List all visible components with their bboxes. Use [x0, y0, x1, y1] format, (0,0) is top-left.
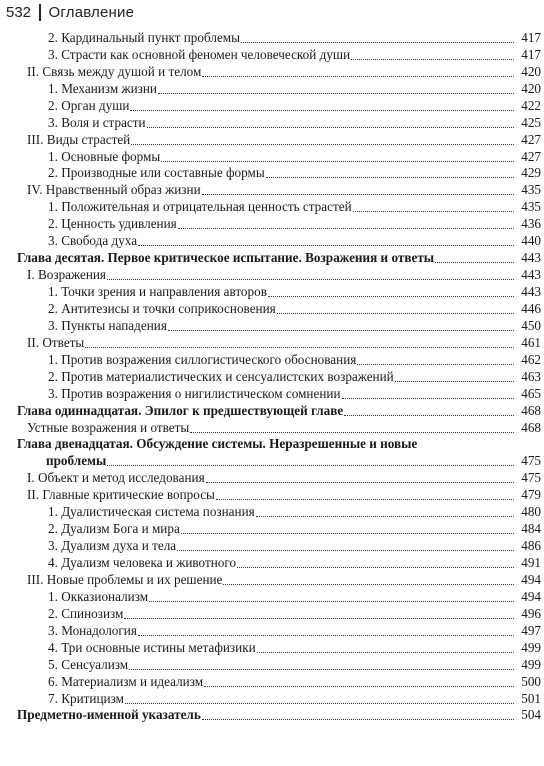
toc-entry-title: 2. Антитезисы и точки соприкосновения	[48, 300, 276, 316]
toc-entry-title: II. Ответы	[27, 334, 85, 350]
toc-entry-title: 3. Воля и страсти	[48, 114, 146, 130]
toc-entry	[0, 656, 544, 673]
dot-leader	[204, 686, 514, 687]
running-header	[6, 0, 134, 24]
toc-entry-title: II. Главные критические вопросы	[27, 487, 215, 503]
dot-leader	[124, 618, 514, 619]
toc-entry-page: 491	[521, 555, 541, 570]
toc-entry-page: 450	[521, 317, 541, 333]
toc-entry-title: 2. Кардинальный пункт проблемы	[48, 29, 241, 45]
dot-leader	[190, 432, 514, 433]
toc-entry-page: 462	[521, 351, 541, 367]
dot-leader	[257, 652, 514, 653]
toc-entry-title: 2. Производные или составные формы	[48, 165, 265, 181]
toc-entry-title: 3. Пункты нападения	[48, 317, 167, 333]
toc-entry-page: 429	[521, 165, 541, 181]
toc-entry	[0, 673, 544, 690]
dot-leader	[353, 211, 514, 212]
toc-entry	[0, 503, 544, 520]
toc-entry-title: 3. Против возражения о нигилистическом сомнении	[48, 385, 341, 401]
toc-entry-page: 499	[521, 639, 541, 655]
dot-leader	[149, 601, 514, 602]
toc-entry-page: 500	[521, 673, 541, 689]
toc-entry-title: 4. Три основные истины метафизики	[48, 639, 256, 655]
dot-leader	[266, 177, 514, 178]
dot-leader	[158, 93, 514, 94]
toc-entry-page: 475	[521, 470, 541, 486]
dot-leader	[125, 703, 514, 704]
dot-leader	[138, 245, 514, 246]
toc-entry-title: проблемы	[46, 453, 107, 469]
toc-entry-page: 427	[521, 148, 541, 164]
toc-entry-title: 6. Материализм и идеализм	[48, 673, 204, 689]
dot-leader	[216, 499, 514, 500]
toc-entry-page: 417	[521, 29, 541, 45]
toc-entry-title: 3. Страсти как основной феномен человеческой души	[48, 46, 351, 62]
toc-entry-title: 3. Дуализм духа и тела	[48, 538, 177, 554]
toc-entry-title: 1. Положительная и отрицательная ценность страстей	[48, 199, 352, 215]
dot-leader	[178, 228, 514, 229]
toc-entry	[0, 317, 544, 334]
toc-entry-page: 499	[521, 656, 541, 672]
toc-entry-title: Предметно-именной указатель	[17, 707, 201, 723]
toc-entry	[0, 283, 544, 300]
toc-entry	[0, 690, 544, 707]
dot-leader	[129, 669, 514, 670]
toc-entry	[0, 63, 544, 80]
toc-entry-title: 3. Монадология	[48, 622, 137, 638]
header-divider	[39, 4, 41, 21]
toc-entry-title: 5. Сенсуализм	[48, 656, 129, 672]
toc-entry-page: 496	[521, 605, 541, 621]
toc-entry	[0, 351, 544, 368]
toc-entry	[0, 266, 544, 283]
toc-entry-title: II. Связь между душой и телом	[27, 63, 202, 79]
toc-entry-page: 468	[521, 419, 541, 435]
toc-entry	[0, 419, 544, 436]
toc-entry-title: 7. Критицизм	[48, 690, 124, 706]
toc-entry	[0, 97, 544, 114]
toc-entry-title: Глава одиннадцатая. Эпилог к предшествующей главе	[17, 402, 344, 418]
toc-entry	[0, 537, 544, 554]
toc-entry	[0, 29, 544, 46]
dot-leader	[202, 76, 514, 77]
toc-entry	[0, 131, 544, 148]
dot-leader	[131, 144, 514, 145]
toc-entry-page: 501	[521, 690, 541, 706]
dot-leader	[177, 550, 514, 551]
dot-leader	[107, 279, 514, 280]
toc-entry	[0, 148, 544, 165]
toc-entry	[0, 165, 544, 182]
toc-entry	[0, 300, 544, 317]
toc-entry	[0, 571, 544, 588]
toc-entry-page: 443	[521, 250, 541, 266]
toc-entry-title: 1. Дуалистическая система познания	[48, 504, 255, 520]
dot-leader	[181, 533, 514, 534]
toc-entry	[0, 605, 544, 622]
dot-leader	[168, 330, 514, 331]
dot-leader	[342, 398, 514, 399]
toc-entry-title: Глава десятая. Первое критическое испытание. Возражения и ответы	[17, 250, 435, 266]
toc-entry-title: I. Возражения	[27, 267, 107, 283]
toc-entry	[0, 469, 544, 486]
toc-entry-page: 461	[521, 334, 541, 350]
table-of-contents	[0, 29, 544, 723]
toc-entry	[0, 46, 544, 63]
toc-entry	[0, 436, 544, 453]
toc-entry-title: 2. Орган души	[48, 97, 130, 113]
dot-leader	[85, 347, 514, 348]
toc-entry	[0, 368, 544, 385]
toc-entry-page: 425	[521, 114, 541, 130]
toc-entry	[0, 554, 544, 571]
toc-entry-page: 497	[521, 622, 541, 638]
toc-entry-title: 1. Механизм жизни	[48, 80, 157, 96]
toc-entry	[0, 249, 544, 266]
page-number: 532	[6, 3, 32, 21]
toc-entry-title: 1. Точки зрения и направления авторов	[48, 284, 267, 299]
dot-leader	[351, 59, 514, 60]
toc-entry-page: 446	[521, 300, 541, 316]
toc-entry-title: Глава двенадцатая. Обсуждение системы. Неразрешенные и новые	[17, 436, 418, 452]
toc-entry-title: 1. Окказионализм	[48, 588, 149, 604]
toc-entry	[0, 215, 544, 232]
dot-leader	[277, 313, 514, 314]
dot-leader	[161, 161, 514, 162]
dot-leader	[107, 465, 514, 466]
dot-leader	[435, 262, 514, 263]
toc-entry-page: 494	[521, 588, 541, 604]
toc-entry-page: 435	[521, 182, 541, 198]
toc-entry-title: Устные возражения и ответы	[27, 419, 190, 435]
dot-leader	[344, 415, 514, 416]
toc-entry	[0, 486, 544, 503]
toc-entry	[0, 334, 544, 351]
toc-entry-page: 463	[521, 368, 541, 384]
toc-entry	[0, 181, 544, 198]
toc-entry-page: 494	[521, 571, 541, 587]
toc-entry-page: 480	[521, 504, 541, 520]
toc-entry-page: 443	[521, 267, 541, 283]
toc-entry-page: 422	[521, 97, 541, 113]
toc-entry-page: 427	[521, 131, 541, 147]
dot-leader	[241, 42, 514, 43]
toc-entry-page: 435	[521, 199, 541, 215]
toc-entry	[0, 622, 544, 639]
dot-leader	[268, 296, 514, 297]
toc-entry	[0, 232, 544, 249]
toc-entry-page: 420	[521, 80, 541, 96]
toc-entry-page: 440	[521, 233, 541, 249]
toc-entry-page: 420	[521, 63, 541, 79]
dot-leader	[202, 719, 514, 720]
dot-leader	[237, 567, 514, 568]
toc-entry	[0, 385, 544, 402]
toc-entry-page: 475	[521, 453, 541, 469]
toc-entry-title: 1. Против возражения силлогистического обоснования	[48, 351, 357, 367]
toc-entry-page: 504	[521, 707, 541, 723]
toc-entry-page: 436	[521, 216, 541, 232]
toc-entry	[0, 452, 544, 469]
toc-entry-title: 1. Основные формы	[48, 148, 161, 164]
dot-leader	[206, 482, 514, 483]
toc-entry-title: III. Виды страстей	[27, 131, 131, 147]
toc-entry	[0, 520, 544, 537]
toc-entry	[0, 707, 544, 724]
toc-entry	[0, 639, 544, 656]
toc-entry-title: IV. Нравственный образ жизни	[27, 182, 201, 198]
dot-leader	[223, 584, 514, 585]
dot-leader	[130, 110, 514, 111]
dot-leader	[357, 364, 514, 365]
toc-entry-title: 2. Против материалистических и сенсуалистских возражений	[48, 368, 394, 384]
dot-leader	[138, 635, 514, 636]
dot-leader	[147, 127, 514, 128]
toc-entry-page: 486	[521, 538, 541, 554]
dot-leader	[202, 194, 514, 195]
toc-entry	[0, 114, 544, 131]
toc-entry-page: 468	[521, 402, 541, 418]
toc-entry-title: 4. Дуализм человека и животного	[48, 555, 237, 570]
dot-leader	[256, 516, 514, 517]
toc-entry	[0, 588, 544, 605]
toc-entry-title: I. Объект и метод исследования	[27, 470, 205, 486]
toc-entry-title: 2. Ценность удивления	[48, 216, 177, 232]
toc-entry-title: 2. Спинозизм	[48, 605, 124, 621]
toc-entry-page: 417	[521, 46, 541, 62]
toc-entry-title: 2. Дуализм Бога и мира	[48, 521, 180, 537]
toc-entry	[0, 198, 544, 215]
toc-entry-page: 465	[521, 385, 541, 401]
toc-entry-page: 443	[521, 284, 541, 299]
toc-entry	[0, 402, 544, 419]
running-title: Оглавление	[48, 3, 135, 21]
dot-leader	[395, 381, 514, 382]
toc-entry-page: 479	[521, 487, 541, 503]
toc-entry-title: III. Новые проблемы и их решение	[27, 571, 223, 587]
toc-entry	[0, 80, 544, 97]
toc-entry-page: 484	[521, 521, 541, 537]
toc-entry-title: 3. Свобода духа	[48, 233, 138, 249]
